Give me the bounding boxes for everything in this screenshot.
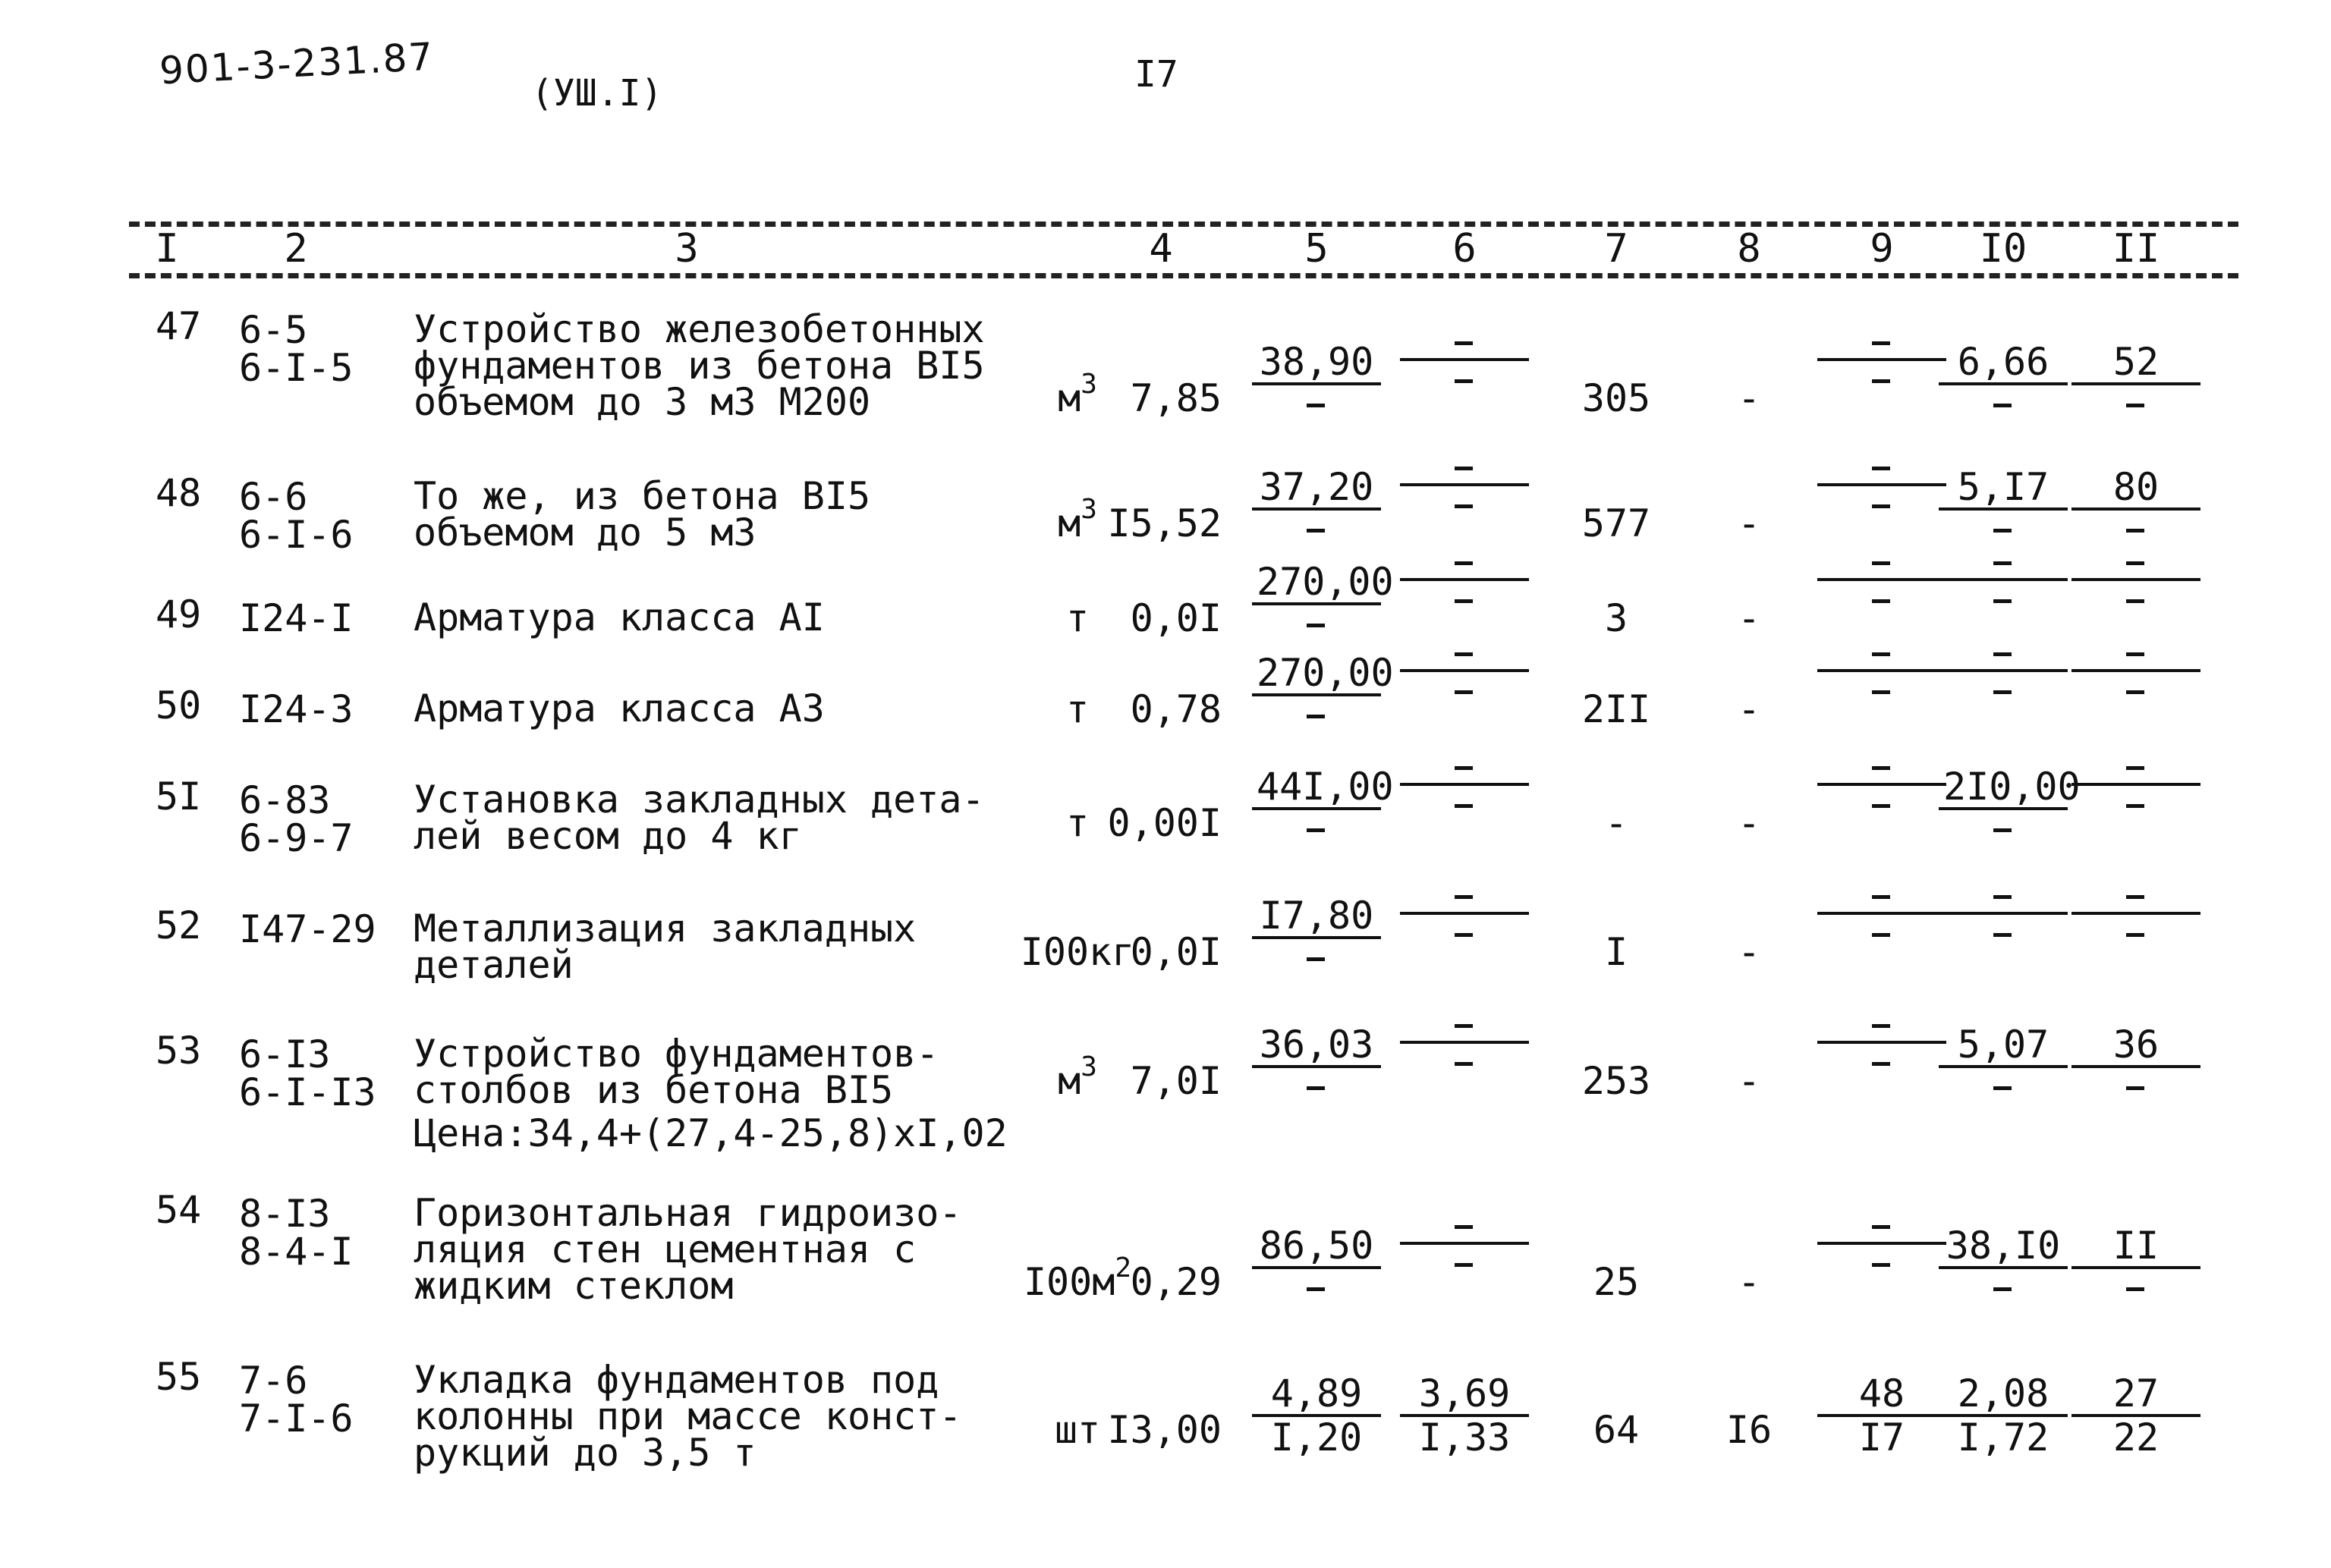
col6-value [1400, 1373, 1529, 1458]
dash-top [1817, 895, 1946, 915]
col9-value [1817, 341, 1946, 402]
row-number: 50 [156, 683, 202, 727]
column-header-9: 9 [1870, 226, 1894, 272]
col10-value-numerator: 38,I0 [1939, 1225, 2068, 1269]
dash-bottom [1400, 581, 1529, 622]
col11-value [2071, 561, 2200, 622]
unit-exponent: 2 [1115, 1252, 1132, 1284]
header-rule-bottom [129, 273, 2238, 278]
col9-value [1817, 1024, 1946, 1085]
row-unit [1058, 1051, 1097, 1103]
page-number: I7 [1134, 53, 1178, 96]
col10-value [1939, 1373, 2068, 1458]
dash-top [1939, 561, 2068, 581]
dash-bottom [1817, 915, 1946, 956]
col10-value-denominator [1939, 385, 2068, 426]
col9-value [1817, 652, 1946, 713]
row-norm-code: 8-I3 8-4-I [239, 1192, 354, 1274]
dash-top [1817, 561, 1946, 581]
col11-value-denominator: 22 [2112, 1416, 2160, 1460]
col11-value-denominator [2071, 1269, 2200, 1310]
dash-bottom [1817, 672, 1946, 713]
col5-value-denominator [1252, 810, 1381, 851]
row-unit [1020, 930, 1135, 974]
row-description: Металлизация закладных деталей [414, 907, 917, 987]
dash-top [1817, 1024, 1946, 1044]
dash-bottom [1400, 1044, 1529, 1085]
dash-bottom [1939, 672, 2068, 713]
col8-value: - [1737, 501, 1761, 545]
column-header-4: 4 [1149, 226, 1173, 272]
row-unit [1065, 801, 1090, 845]
col6-value-numerator: 3,69 [1400, 1373, 1529, 1417]
col8-value: - [1737, 930, 1761, 974]
col11-value [2071, 1024, 2200, 1109]
row-unit [1065, 596, 1090, 640]
row-description: Устройство фундаментов- столбов из бетона BI5 [414, 1032, 939, 1112]
row-quantity: I3,00 [1107, 1408, 1222, 1452]
col7-value: 64 [1593, 1408, 1640, 1452]
dash-bottom [2071, 786, 2200, 827]
col5-value-numerator: 37,20 [1252, 467, 1381, 511]
col5-value [1252, 560, 1394, 646]
col5-value [1252, 341, 1381, 426]
unit-text: т [1065, 801, 1090, 845]
dash-top [1400, 341, 1529, 361]
col10-value-denominator [1939, 511, 2068, 551]
col10-value-denominator [1939, 1269, 2068, 1310]
col10-value-numerator: 5,I7 [1939, 467, 2068, 511]
col5-value-denominator [1252, 385, 1381, 426]
header-rule-top [129, 222, 2238, 227]
section-label: (УШ.I) [531, 72, 663, 115]
col10-value-denominator [1939, 810, 2068, 851]
dash-bottom [1400, 1245, 1529, 1286]
col10-value-numerator: 2I0,00 [1939, 766, 2068, 810]
col6-value [1400, 652, 1529, 713]
col11-value [2071, 766, 2200, 827]
unit-text: т [1065, 687, 1090, 731]
col10-value-numerator: 2,08 [1939, 1373, 2068, 1417]
unit-exponent: 3 [1081, 369, 1097, 400]
col6-value [1400, 1225, 1529, 1286]
col5-value-numerator: 44I,00 [1252, 766, 1381, 810]
col11-value-numerator: 36 [2071, 1024, 2200, 1068]
row-quantity: 0,78 [1130, 687, 1222, 731]
unit-text: шт [1054, 1408, 1101, 1452]
dash-bottom [1400, 361, 1529, 402]
column-header-5: 5 [1304, 226, 1329, 272]
col5-value [1252, 467, 1381, 551]
col5-value-denominator [1252, 511, 1381, 551]
col5-value-numerator: 36,03 [1252, 1024, 1381, 1068]
row-number: 54 [156, 1188, 202, 1232]
row-unit [1058, 494, 1097, 545]
dash-bottom [1939, 915, 2068, 956]
dash-top [1817, 341, 1946, 361]
col11-value [2071, 341, 2200, 426]
col5-value [1252, 651, 1394, 737]
col5-value-denominator [1252, 939, 1381, 980]
dash-bottom [1817, 1044, 1946, 1085]
row-number: 47 [156, 304, 202, 348]
dash-top [1939, 652, 2068, 672]
column-header-11: II [2112, 226, 2160, 272]
row-norm-code: I24-I [239, 596, 354, 640]
row-description: Укладка фундаментов под колонны при массе конст- рукций до 3,5 т [414, 1358, 962, 1475]
col10-value-numerator: 5,07 [1939, 1024, 2068, 1068]
dash-top [2071, 766, 2200, 786]
col11-value [2071, 652, 2200, 713]
dash-bottom [1817, 486, 1946, 527]
col8-value: - [1737, 801, 1761, 845]
document-code: 901-3-231.87 [158, 34, 436, 93]
dash-top [1400, 652, 1529, 672]
row-norm-code: I24-3 [239, 687, 354, 731]
dash-bottom [1817, 1245, 1946, 1286]
row-number: 55 [156, 1355, 202, 1399]
row-norm-code: 6-83 6-9-7 [239, 778, 354, 860]
unit-text: I00м [1023, 1260, 1115, 1304]
col6-value [1400, 766, 1529, 827]
row-quantity: 0,29 [1130, 1260, 1222, 1304]
dash-top [1400, 467, 1529, 486]
col7-value: I [1604, 930, 1628, 974]
row-number: 52 [156, 903, 202, 947]
col6-value [1400, 895, 1529, 956]
row-number: 49 [156, 592, 202, 636]
col5-value-numerator: 38,90 [1252, 341, 1381, 385]
col7-value: 305 [1581, 376, 1651, 420]
col5-value-numerator: 270,00 [1252, 561, 1381, 605]
col8-value: - [1737, 687, 1761, 731]
col10-value [1939, 1024, 2068, 1109]
dash-top [2071, 895, 2200, 915]
col11-value-numerator: II [2071, 1225, 2200, 1269]
col10-value [1939, 1225, 2068, 1310]
col9-value-numerator: 48 [1817, 1373, 1946, 1417]
row-unit [1023, 1252, 1132, 1304]
col9-value [1817, 467, 1946, 527]
row-description: Горизонтальная гидроизо- ляция стен цементная с жидким стеклом [414, 1191, 962, 1308]
col8-value: - [1737, 596, 1761, 640]
dash-bottom [1817, 581, 1946, 622]
col5-value-numerator: 4,89 [1252, 1373, 1381, 1417]
dash-top [2071, 561, 2200, 581]
col10-value [1939, 341, 2068, 426]
dash-bottom [1817, 786, 1946, 827]
col11-value-numerator: 27 [2071, 1373, 2200, 1417]
unit-text: т [1065, 596, 1090, 640]
col10-value-numerator: 6,66 [1939, 341, 2068, 385]
col8-value: - [1737, 1260, 1761, 1304]
col8-value: - [1737, 1059, 1761, 1103]
col5-value-denominator [1252, 696, 1381, 737]
col10-value [1939, 652, 2068, 713]
dash-top [1817, 766, 1946, 786]
col5-value-denominator [1252, 1269, 1381, 1310]
col5-value-denominator [1252, 605, 1381, 646]
row-description: Установка закладных дета- лей весом до 4 кг [414, 778, 985, 858]
dash-top [1400, 1225, 1529, 1245]
col6-value [1400, 467, 1529, 527]
dash-top [2071, 652, 2200, 672]
row-number: 5I [156, 775, 202, 819]
col7-value: 2II [1581, 687, 1651, 731]
row-quantity: I5,52 [1107, 501, 1222, 545]
column-header-10: I0 [1979, 226, 2027, 272]
col8-value: I6 [1725, 1408, 1773, 1452]
col7-value: 253 [1581, 1059, 1651, 1103]
col10-value-denominator [1939, 1068, 2068, 1109]
col5-value [1252, 895, 1381, 980]
col9-value [1817, 1225, 1946, 1286]
col11-value [2071, 895, 2200, 956]
col6-value-denominator: I,33 [1418, 1416, 1511, 1460]
col9-value-denominator: I7 [1858, 1416, 1905, 1460]
column-header-6: 6 [1452, 226, 1477, 272]
dash-top [1817, 1225, 1946, 1245]
col11-value-denominator [2071, 511, 2200, 551]
dash-bottom [1939, 581, 2068, 622]
col7-value: 577 [1581, 501, 1651, 545]
row-price-formula: Цена:34,4+(27,4-25,8)xI,02 [414, 1111, 1008, 1155]
col5-value-denominator [1252, 1068, 1381, 1109]
row-quantity: 0,00I [1107, 801, 1222, 845]
row-norm-code: 6-6 6-I-6 [239, 475, 354, 557]
dash-top [1400, 766, 1529, 786]
col5-value [1252, 1225, 1381, 1310]
col10-value-denominator: I,72 [1957, 1416, 2049, 1460]
col5-value-denominator: I,20 [1270, 1416, 1363, 1460]
col10-value [1939, 561, 2068, 622]
col7-value: 25 [1593, 1260, 1640, 1304]
column-header-1: I [155, 226, 179, 272]
col5-value-numerator: 270,00 [1252, 652, 1381, 696]
col5-value-numerator: 86,50 [1252, 1225, 1381, 1269]
dash-bottom [1400, 672, 1529, 713]
column-header-8: 8 [1737, 226, 1761, 272]
unit-text: м [1058, 376, 1081, 420]
col9-value [1817, 1373, 1946, 1458]
row-quantity: 0,0I [1130, 930, 1222, 974]
column-header-3: 3 [675, 226, 699, 272]
unit-text: м [1058, 1059, 1081, 1103]
row-description: Арматура класса A3 [414, 687, 825, 731]
col9-value [1817, 561, 1946, 622]
row-description: Арматура класса AI [414, 595, 825, 639]
col7-value: 3 [1604, 596, 1628, 640]
unit-exponent: 3 [1081, 1051, 1097, 1083]
row-unit [1058, 369, 1097, 420]
col11-value-denominator [2071, 1068, 2200, 1109]
dash-top [1400, 1024, 1529, 1044]
col11-value-denominator [2071, 385, 2200, 426]
col6-value [1400, 341, 1529, 402]
col6-value [1400, 1024, 1529, 1085]
col8-value: - [1737, 376, 1761, 420]
col5-value [1252, 1024, 1381, 1109]
col7-value: - [1604, 801, 1628, 845]
dash-top [1400, 561, 1529, 581]
row-number: 53 [156, 1029, 202, 1073]
col5-value [1252, 1373, 1381, 1458]
dash-top [1939, 895, 2068, 915]
unit-exponent: 3 [1081, 494, 1097, 525]
row-norm-code: 7-6 7-I-6 [239, 1359, 354, 1441]
dash-bottom [1400, 786, 1529, 827]
col5-value-numerator: I7,80 [1252, 895, 1381, 939]
dash-bottom [2071, 672, 2200, 713]
row-description: То же, из бетона BI5 объемом до 5 м3 [414, 474, 871, 555]
col11-value-numerator: 52 [2071, 341, 2200, 385]
col11-value [2071, 1225, 2200, 1310]
dash-bottom [1400, 486, 1529, 527]
dash-top [1400, 895, 1529, 915]
unit-text: I00кг [1020, 930, 1135, 974]
row-quantity: 0,0I [1130, 596, 1222, 640]
col11-value [2071, 467, 2200, 551]
row-number: 48 [156, 471, 202, 515]
row-norm-code: 6-I3 6-I-I3 [239, 1032, 376, 1114]
dash-bottom [1817, 361, 1946, 402]
col9-value [1817, 766, 1946, 827]
row-unit [1054, 1408, 1101, 1452]
dash-top [1817, 467, 1946, 486]
col9-value [1817, 895, 1946, 956]
dash-bottom [2071, 915, 2200, 956]
dash-bottom [2071, 581, 2200, 622]
row-norm-code: 6-5 6-I-5 [239, 308, 354, 390]
row-unit [1065, 687, 1090, 731]
column-header-2: 2 [284, 226, 308, 272]
column-header-7: 7 [1604, 226, 1628, 272]
col10-value [1939, 895, 2068, 956]
unit-text: м [1058, 501, 1081, 545]
col6-value [1400, 561, 1529, 622]
col10-value [1939, 765, 2081, 851]
row-norm-code: I47-29 [239, 907, 376, 951]
row-description: Устройство железобетонных фундаментов из бетона BI5 объемом до 3 м3 M200 [414, 307, 985, 424]
row-quantity: 7,85 [1130, 376, 1222, 420]
col10-value [1939, 467, 2068, 551]
row-quantity: 7,0I [1130, 1059, 1222, 1103]
col11-value [2071, 1373, 2200, 1458]
col11-value-numerator: 80 [2071, 467, 2200, 511]
col5-value [1252, 765, 1394, 851]
dash-bottom [1400, 915, 1529, 956]
dash-top [1817, 652, 1946, 672]
